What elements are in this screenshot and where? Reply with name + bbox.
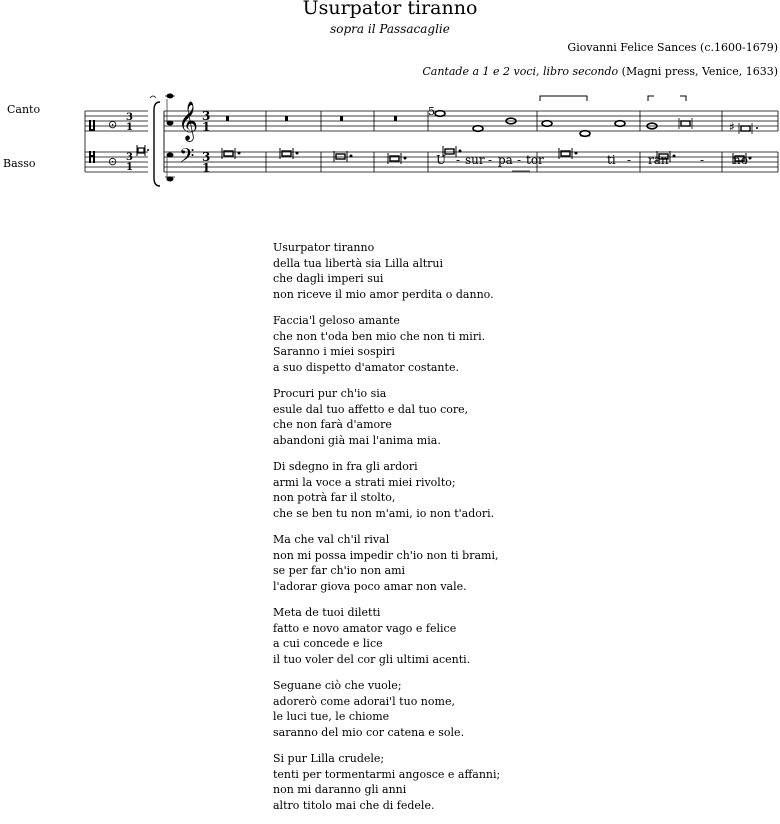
- lyric-hyphen: -: [488, 153, 493, 167]
- verse-line: Di sdegno in fra gli ardori: [273, 460, 418, 473]
- verse-line: che dagli imperi sui: [273, 272, 384, 285]
- verse-line: non riceve il mio amor perdita o danno.: [273, 287, 494, 301]
- verse-line: della tua libertà sia Lilla altrui: [273, 256, 444, 270]
- svg-text:1: 1: [126, 122, 133, 133]
- verse-line: esule dal tuo affetto e dal tuo core,: [273, 402, 469, 416]
- lyric-syllable: pa: [498, 153, 513, 167]
- basso-label: Basso: [3, 157, 36, 170]
- verse-line: non potrà far il stolto,: [273, 491, 396, 504]
- measure-number: 5: [428, 105, 435, 118]
- svg-text:1: 1: [202, 120, 211, 134]
- verse-line: le luci tue, le chiome: [273, 710, 390, 723]
- canto-breve: [679, 118, 692, 129]
- piece-title: Usurpator tiranno: [302, 0, 478, 19]
- lyric-hyphen: -: [627, 153, 632, 167]
- verse-line: il tuo voler del cor gli ultimi acenti.: [273, 652, 471, 666]
- verse-line: Saranno i miei sospiri: [273, 345, 395, 358]
- lyric-hyphen: -: [517, 153, 522, 167]
- stanza: [273, 459, 500, 521]
- ligature-bracket-1: [540, 96, 587, 101]
- verse-line: altro titolo mai che di fedele.: [273, 798, 435, 812]
- canto-notes: [435, 111, 657, 137]
- composer: Giovanni Felice Sances (c.1600-1679): [567, 41, 778, 54]
- verse-line: adorerò come adorai'l tuo nome,: [273, 694, 455, 708]
- lyric-syllable: sur: [465, 153, 485, 167]
- incipit-canto-clef: [89, 120, 95, 131]
- piece-subtitle: sopra il Passacaglie: [330, 22, 450, 36]
- source-publisher: (Magni press, Venice, 1633): [618, 65, 778, 78]
- incipit-basso-clef: [89, 151, 95, 163]
- stanza: [273, 386, 500, 448]
- svg-text:3: 3: [126, 152, 133, 163]
- incipit-time-sigs: [126, 112, 133, 173]
- verse-line: tenti per tormentarmi angosce e affanni;: [273, 767, 501, 781]
- verse-line: l'adorar giova poco amar non vale.: [273, 579, 467, 593]
- svg-text:3: 3: [202, 150, 211, 164]
- music-score: [0, 0, 780, 240]
- svg-text:3: 3: [202, 109, 211, 123]
- lyric-hyphen: -: [456, 153, 461, 167]
- verse-line: che se ben tu non m'ami, io non t'adori.: [273, 506, 495, 520]
- incipit-basso-note: [137, 145, 149, 156]
- lyric-hyphen: -: [700, 153, 705, 167]
- lyric-syllable: U: [436, 153, 447, 167]
- verse-line: Usurpator tiranno: [273, 241, 375, 254]
- verse-line: fatto e novo amator vago e felice: [273, 621, 457, 635]
- main-time-sigs: [202, 109, 210, 175]
- ligature-bracket-2: [648, 96, 686, 101]
- stanza: [273, 678, 500, 740]
- svg-text:1: 1: [126, 162, 133, 173]
- stanza: [273, 605, 500, 667]
- stanza: [273, 313, 500, 375]
- basso-notes: [222, 146, 751, 164]
- treble-clef: 𝄞: [178, 101, 199, 141]
- verse-line: Seguane ciò che vuole;: [273, 679, 402, 692]
- verse-line: non mi possa impedir ch'io non ti brami,: [273, 548, 499, 562]
- verse-line: che non t'oda ben mio che non ti miri.: [273, 329, 486, 343]
- verse-line: a suo dispetto d'amator costante.: [273, 360, 459, 374]
- svg-text:3: 3: [126, 112, 133, 123]
- stanza: [273, 532, 500, 594]
- verse-line: saranno del mio cor catena e sole.: [273, 725, 465, 739]
- lyric-syllable: ti: [607, 153, 616, 167]
- bass-clef: 𝄢: [179, 144, 195, 172]
- verse-line: Ma che val ch'il rival: [273, 533, 390, 546]
- svg-text:1: 1: [202, 161, 211, 175]
- verse-line: armi la voce a strati miei rivolto;: [273, 475, 456, 489]
- verse-line: che non farà d'amore: [273, 418, 392, 431]
- lyric-syllable: no: [733, 153, 748, 167]
- verses-text: [273, 240, 500, 824]
- verse-line: Meta de tuoi diletti: [273, 606, 381, 619]
- system-bracket: [154, 102, 160, 186]
- breath-mark: [150, 96, 156, 98]
- verse-line: Si pur Lilla crudele;: [273, 752, 385, 765]
- svg-text:♯: ♯: [729, 120, 735, 134]
- verse-line: abandoni già mai l'anima mia.: [273, 433, 441, 447]
- verse-line: se per far ch'io non ami: [273, 564, 406, 577]
- verse-line: Procuri pur ch'io sia: [273, 387, 387, 400]
- source-title: Cantade a 1 e 2 voci, libro secondo: [422, 65, 619, 78]
- canto-rests: [226, 116, 397, 121]
- verse-line: non mi daranno gli anni: [273, 783, 407, 796]
- mensuration-canto: ⊙: [108, 118, 118, 131]
- verse-line: Faccia'l geloso amante: [273, 314, 400, 327]
- lyric-syllable: tor: [526, 153, 544, 167]
- lyric-syllable: ran: [648, 153, 669, 167]
- canto-final-breve: [729, 120, 758, 134]
- stanza: [273, 240, 500, 302]
- canto-label: Canto: [7, 103, 41, 116]
- mensuration-basso: ⊙: [108, 155, 118, 168]
- verse-line: a cui concede e lice: [273, 637, 383, 650]
